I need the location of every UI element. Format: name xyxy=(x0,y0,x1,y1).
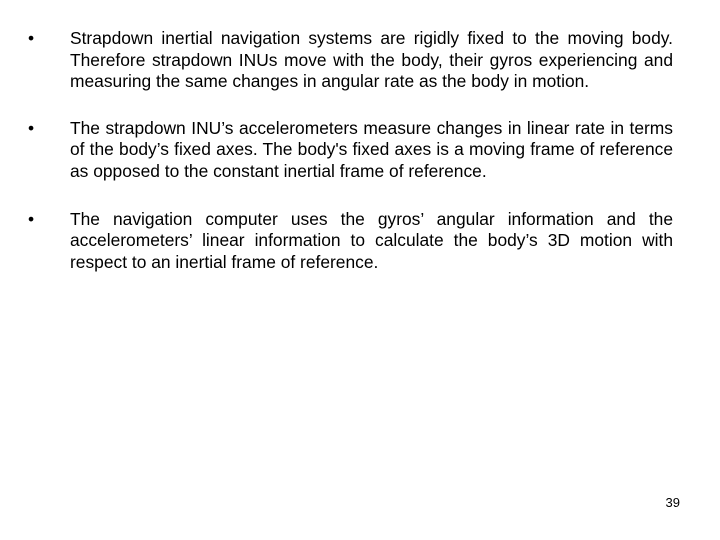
bullet-item-gyros xyxy=(28,28,673,93)
bullet-item-accelerometers xyxy=(28,118,673,183)
page-number: 39 xyxy=(665,495,680,510)
bullet-text: The strapdown INU’s accelerometers measure changes in linear rate in terms of the body’s fixed axes. The body's fixed axes is a moving frame of reference as opposed to the constant inertial frame of reference. xyxy=(70,117,673,181)
bullet-marker: • xyxy=(28,208,35,229)
bullet-marker: • xyxy=(28,117,35,138)
bullet-item-navigation-computer xyxy=(28,209,673,274)
bullet-marker: • xyxy=(28,28,35,48)
bullet-text: Strapdown inertial navigation systems are rigidly fixed to the moving body. Therefore strapdown INUs move with the body, their gyros experiencing and measuring the same changes in angular rate as the body in motion. xyxy=(70,28,673,92)
bullet-text: The navigation computer uses the gyros’ angular information and the accelerometers’ linear information to calculate the body’s 3D motion with respect to an inertial frame of reference. xyxy=(70,208,673,272)
bullet-list xyxy=(28,28,673,298)
